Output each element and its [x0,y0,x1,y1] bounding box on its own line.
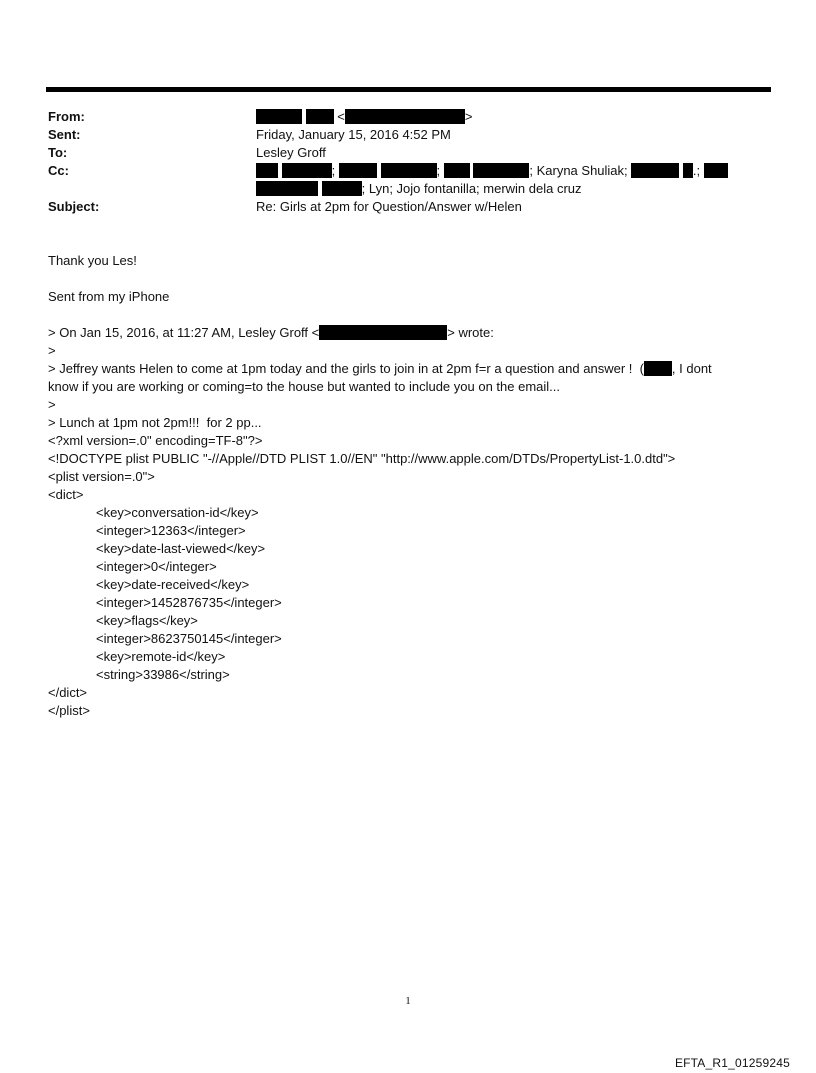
redaction [644,361,672,376]
plist-open: <plist version=.0"> [48,469,155,484]
plist-line: <integer>0</integer> [96,559,217,574]
quote-header [48,324,768,342]
redaction [322,181,362,196]
quote-jeffrey-b: , I dont [671,361,712,376]
plist-line: <key>date-received</key> [96,577,250,592]
redaction [256,181,318,196]
email-header [48,108,768,216]
subject-label: Subject: [48,199,100,214]
cc-separator: ; [436,163,441,178]
angle-open: < [337,109,345,124]
quote-jeffrey-cont: know if you are working or coming=to the house but wanted to include you on the email... [48,379,560,394]
cc-line-2: ; Lyn; Jojo fontanilla; merwin dela cruz [361,181,582,196]
quote-on: > On Jan 15, 2016, at 11:27 AM, Lesley Groff < [48,325,320,340]
plist-line: <key>date-last-viewed</key> [96,541,266,556]
redaction [282,163,332,178]
redaction [704,163,728,178]
dict-open: <dict> [48,487,84,502]
redaction [256,163,278,178]
redaction [683,163,693,178]
plist-line: <integer>1452876735</integer> [96,595,282,610]
header-rule [46,87,771,92]
cc-row [48,162,768,198]
cc-separator: ; [331,163,336,178]
cc-karyna: ; Karyna Shuliak; [529,163,628,178]
to-value: Lesley Groff [256,145,326,160]
to-row [48,144,768,162]
redaction [319,325,447,340]
quote-jeffrey-a: > Jeffrey wants Helen to come at 1pm today and the girls to join in at 2pm f=r a question and answer ! ( [48,361,644,376]
signature-line: Sent from my iPhone [48,289,170,304]
redaction [444,163,470,178]
xml-declaration: <?xml version=.0" encoding=TF-8"?> [48,433,263,448]
from-value [256,108,768,126]
thanks-line: Thank you Les! [48,253,137,268]
subject-row [48,198,768,216]
to-label: To: [48,145,68,160]
redaction [473,163,529,178]
subject-value: Re: Girls at 2pm for Question/Answer w/Helen [256,199,522,214]
redaction [381,163,437,178]
from-label: From: [48,109,85,124]
quote-lunch: > Lunch at 1pm not 2pm!!! for 2 pp... [48,415,262,430]
document-id: EFTA_R1_01259245 [674,1056,790,1070]
plist-line: <string>33986</string> [96,667,230,682]
dict-close: </dict> [48,685,88,700]
quote-marker: > [48,397,56,412]
redaction [339,163,377,178]
angle-close: > [464,109,473,124]
redaction [631,163,679,178]
redaction [345,109,465,124]
sent-value: Friday, January 15, 2016 4:52 PM [256,127,451,142]
page-number: 1 [405,995,411,1007]
cc-separator: .; [692,163,701,178]
sent-label: Sent: [48,127,81,142]
email-body [48,252,768,720]
quote-marker: > [48,343,56,358]
quote-wrote: > wrote: [447,325,494,340]
plist-line: <key>flags</key> [96,613,198,628]
quote-jeffrey [48,360,768,378]
plist-line: <key>remote-id</key> [96,649,226,664]
doctype-line: <!DOCTYPE plist PUBLIC "-//Apple//DTD PLIST 1.0//EN" "http://www.apple.com/DTDs/PropertyList-1.0.dtd"> [48,451,676,466]
plist-line: <integer>12363</integer> [96,523,246,538]
cc-value [256,162,768,198]
plist-close: </plist> [48,703,90,718]
sent-row [48,126,768,144]
plist-line: <key>conversation-id</key> [96,505,259,520]
cc-label: Cc: [48,163,69,178]
from-row [48,108,768,126]
plist-line: <integer>8623750145</integer> [96,631,282,646]
redaction [306,109,334,124]
redaction [256,109,302,124]
